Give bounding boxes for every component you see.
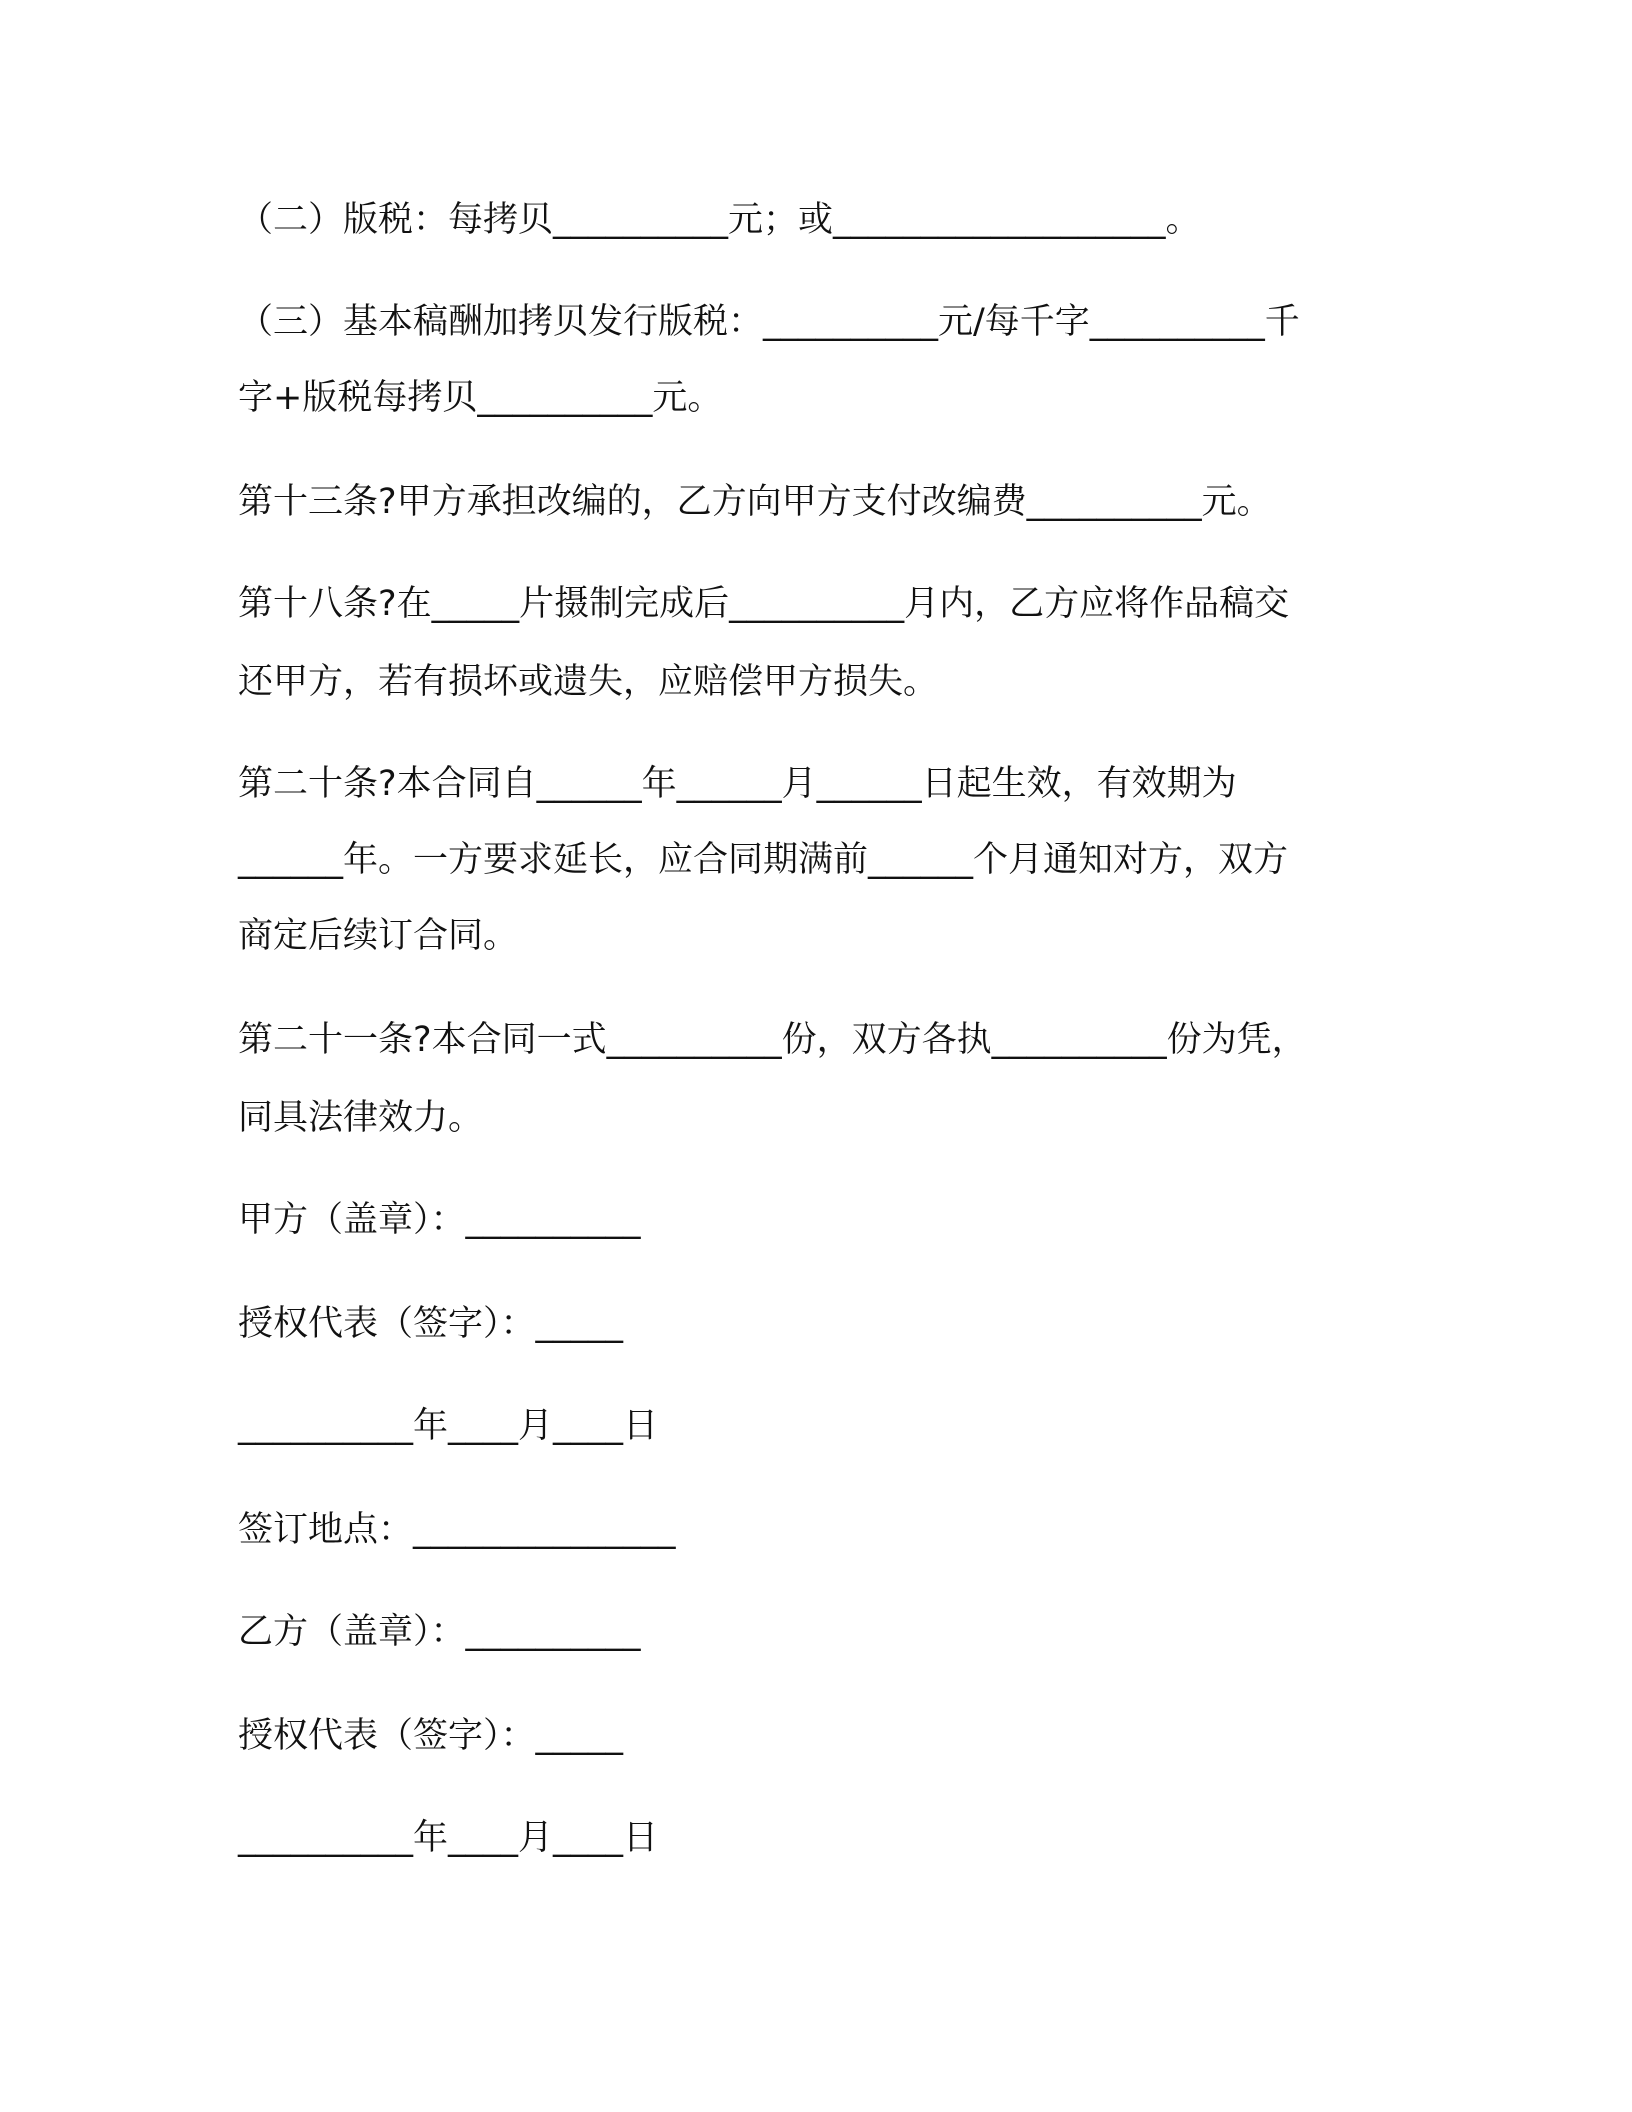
party-a-seal: 甲方（盖章）：__________ <box>238 1200 641 1240</box>
article-21-line-2: 同具法律效力。 <box>238 1098 484 1138</box>
party-a-representative: 授权代表（签字）：_____ <box>238 1304 624 1344</box>
party-b-representative: 授权代表（签字）：_____ <box>238 1716 624 1756</box>
clause-3-basic-fee-line-2: 字+版税每拷贝__________元。 <box>238 378 723 418</box>
article-18-line-1: 第十八条?在_____片摄制完成后__________月内，乙方应将作品稿交 <box>238 584 1290 624</box>
article-18-line-2: 还甲方，若有损坏或遗失，应赔偿甲方损失。 <box>238 662 939 702</box>
party-b-date: __________年____月____日 <box>238 1818 659 1858</box>
clause-3-basic-fee-line-1: （三）基本稿酬加拷贝发行版税：__________元/每千字__________千 <box>238 302 1300 342</box>
clause-2-royalty: （二）版税：每拷贝__________元；或___________________。 <box>238 200 1201 240</box>
party-b-seal: 乙方（盖章）：__________ <box>238 1612 641 1652</box>
party-a-date: __________年____月____日 <box>238 1406 659 1446</box>
article-20-line-1: 第二十条?本合同自______年______月______日起生效，有效期为 <box>238 764 1237 804</box>
article-21-line-1: 第二十一条?本合同一式__________份，双方各执__________份为凭， <box>238 1020 1307 1060</box>
signing-location: 签订地点：_______________ <box>238 1510 676 1550</box>
article-20-line-3: 商定后续订合同。 <box>238 916 519 956</box>
article-20-line-2: ______年。一方要求延长，应合同期满前______个月通知对方，双方 <box>238 840 1289 880</box>
article-13: 第十三条?甲方承担改编的，乙方向甲方支付改编费__________元。 <box>238 482 1272 522</box>
